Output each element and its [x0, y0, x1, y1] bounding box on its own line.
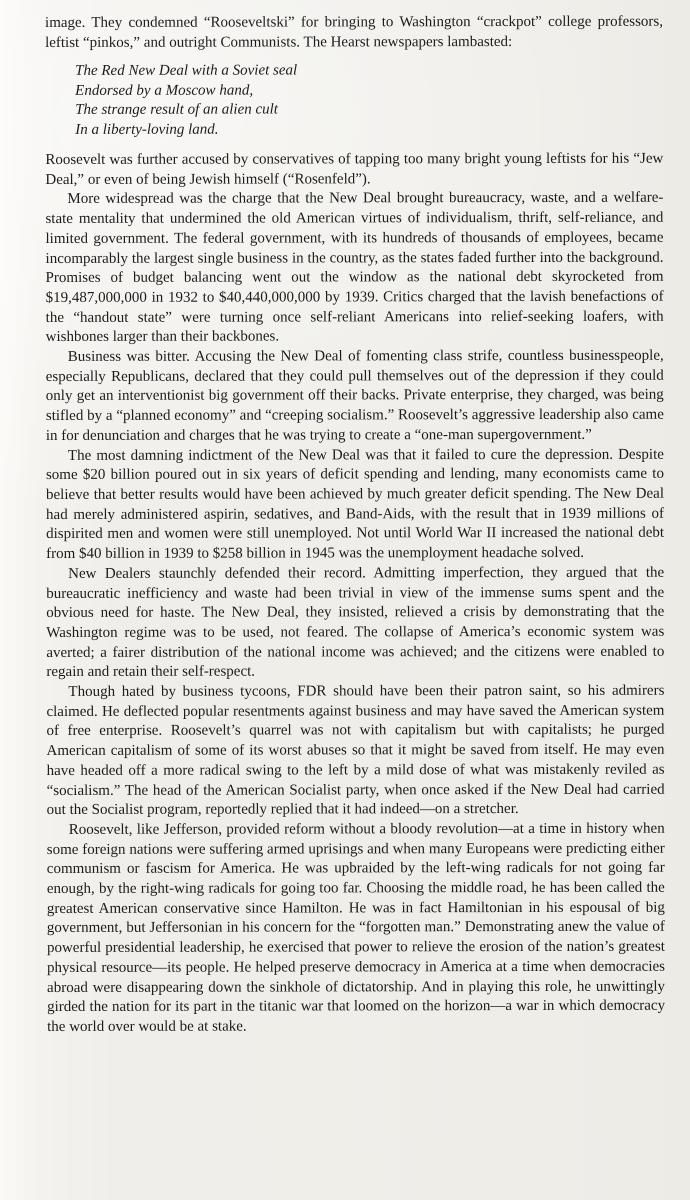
paragraph-roosevelt-jefferson: Roosevelt, like Jefferson, provided reform without a bloody revolution—at a time in history when some foreign nations were suffering armed uprisings and when many Europeans were predicting either communism or fascism for America. He was upbraided by the left-wing radicals for not going far enough, by the right-wing radicals for going too far. Choosing the middle road, he has been called the greatest American conservative since Hamilton. He was in fact Hamiltonian in his espousal of big government, but Jeffersonian in his concern for the “forgotten man.” Demonstrating anew the value of powerful presidential leadership, he exercised that power to relieve the erosion of the nation’s greatest physical resource—its people. He helped preserve democracy in America at a time when democracies abroad were disappearing down the sinkhole of dictatorship. And in playing this role, he unwittingly girded the nation for its part in the titanic war that loomed on the horizon—a war in which democracy the world over would be at stake.: [46, 820, 666, 1035]
paragraph-damning-indictment: The most damning indictment of the New Deal was that it failed to cure the depression. Despite some $20 billion poured out in six years of deficit spending and lending, many economists came to believe that better results would have been achieved by much greater deficit spending. The New Deal had merely administered aspirin, sedatives, and Band-Aids, with the result that in 1939 millions of dispirited men and women were still unemployed. Not until World War II increased the national debt from $40 billion in 1939 to $258 billion in 1945 was the unemployment headache solved.: [45, 446, 665, 563]
verse-line: Endorsed by a Moscow hand,: [75, 82, 254, 99]
verse-line: In a liberty-loving land.: [75, 121, 219, 138]
verse-quote-block: [45, 61, 663, 140]
paragraph-though-hated: Though hated by business tycoons, FDR should have been their patron saint, so his admirers claimed. He deflected popular resentments against business and may have saved the American system of free enterprise. Roosevelt’s quarrel was not with capitalism but with capitalists; he purged American capitalism of some of its worst abuses so that it might be saved from itself. He may even have headed off a more radical swing to the left by a mild dose of what was mistakenly reviled as “socialism.” The head of the American Socialist party, when once asked if the New Deal had carried out the Socialist program, reportedly replied that it had indeed—on a stretcher.: [46, 682, 665, 819]
page-text-column: [45, 13, 665, 1038]
paragraph-business-bitter: Business was bitter. Accusing the New Deal of fomenting class strife, countless businesspeople, especially Republicans, declared that they could pull themselves out of the depression if they could only get an interventionist big government off their backs. Private enterprise, they charged, was being stifled by a “planned economy” and “creeping socialism.” Roosevelt’s aggressive leadership also came in for denunciation and charges that he was trying to create a “one-man supergovernment.”: [45, 347, 664, 444]
paragraph-new-dealers: New Dealers staunchly defended their record. Admitting imperfection, they argued that the bureaucratic inefficiency and waste had been trivial in view of the immense sums spent and the obvious need for haste. The New Deal, they insisted, relieved a crisis by demonstrating that the Washington regime was to be used, not feared. The collapse of America’s economic system was averted; a fairer distribution of the national income was achieved; and the citizens were enabled to regain and retain their self-respect.: [46, 564, 665, 681]
paragraph-continuation: image. They condemned “Rooseveltski” for bringing to Washington “crackpot” college professors, leftist “pinkos,” and outright Communists. The Hearst newspapers lambasted:: [45, 13, 664, 51]
paragraph-more-widespread: More widespread was the charge that the New Deal brought bureaucracy, waste, and a welfare-state mentality that undermined the old American virtues of individualism, thrift, self-reliance, and limited government. The federal government, with its hundreds of thousands of employees, became incomparably the largest single business in the country, as the states faded further into the background. Promises of budget balancing went out the window as the national debt skyrocketed from $19,487,000,000 in 1932 to $40,440,000,000 by 1939. Critics charged that the lavish benefactions of the “handout state” were turning once self-reliant Americans into relief-seeking loafers, with wishbones larger than their backbones.: [45, 190, 664, 346]
verse-line: The Red New Deal with a Soviet seal: [75, 62, 298, 80]
paragraph-after-verse: Roosevelt was further accused by conservatives of tapping too many bright young leftists for his “Jew Deal,” or even of being Jewish himself (“Rosenfeld”).: [45, 150, 664, 188]
verse-line: The strange result of an alien cult: [75, 101, 278, 119]
